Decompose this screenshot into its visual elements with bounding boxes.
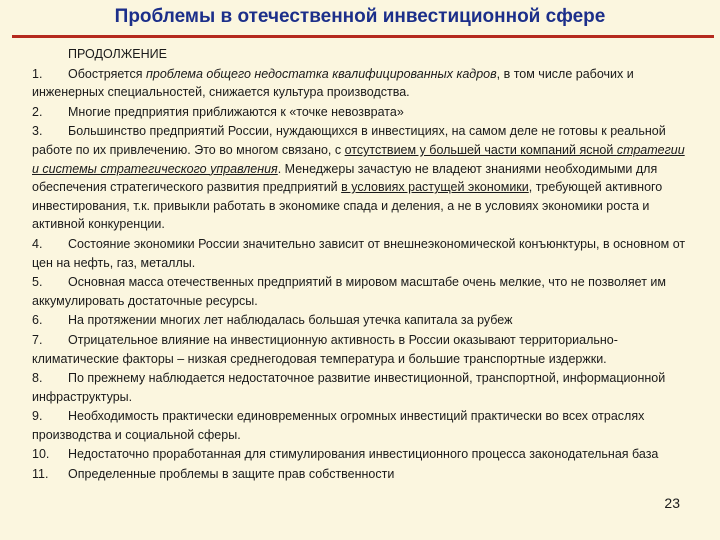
continuation-label: ПРОДОЛЖЕНИЕ: [68, 47, 167, 61]
list-item-5: [32, 273, 692, 310]
item-number: 2.: [32, 104, 43, 119]
item-number: 8.: [32, 371, 43, 386]
item-underlined-text: отсутствием у большей части компаний ясной: [344, 142, 617, 157]
item-number: 3.: [32, 124, 43, 139]
item-text: На протяжении многих лет наблюдалась большая утечка капитала за рубеж: [68, 313, 513, 328]
list-item-7: [32, 331, 692, 368]
title-divider: [12, 35, 714, 38]
list-item-11: [32, 465, 692, 484]
item-text: По прежнему наблюдается недостаточное развитие инвестиционной, транспортной, информационной инфраструктуры.: [32, 371, 666, 404]
item-underlined-emphasis: стратегии и системы стратегического управления: [32, 142, 685, 176]
list-item-10: [32, 445, 692, 464]
page-number: 23: [664, 495, 680, 511]
item-text: Основная масса отечественных предприятий в мировом масштабе очень мелкие, что не позволяет им аккумулировать достаточные ресурсы.: [32, 275, 666, 308]
item-text: Определенные проблемы в защите прав собственности: [68, 467, 395, 482]
list-item-4: [32, 235, 692, 272]
list-item-2: [32, 103, 692, 122]
item-number: 5.: [32, 275, 43, 290]
item-text: Недостаточно проработанная для стимулирования инвестиционного процесса законодательная база: [68, 447, 659, 462]
item-number: 4.: [32, 236, 43, 251]
item-number: 6.: [32, 313, 43, 328]
item-number: 7.: [32, 332, 43, 347]
item-number: 9.: [32, 409, 43, 424]
item-text: Отрицательное влияние на инвестиционную активность в России оказывают территориально-климатические факторы – низкая среднегодовая температура и большие транспортные издержки.: [32, 332, 618, 366]
item-text: Большинство предприятий России, нуждающихся в инвестициях, на самом деле не готовы к реальной работе по их привлечению. Это во многом связано, с: [32, 124, 666, 157]
item-number: 1.: [32, 66, 43, 81]
item-text: , требующей активного инвестирования, т.к. привыкли работать в экономике спада и деления, а не в условиях экономики роста и активной конкуренции.: [32, 180, 663, 232]
item-number: 10.: [32, 447, 50, 462]
item-text: Необходимость практически единовременных огромных инвестиций практически во всех отраслях производства и социальной сферы.: [32, 409, 645, 442]
list-item-6: [32, 311, 692, 330]
item-text: Обостряется: [68, 66, 147, 81]
item-emphasis: проблема общего недостатка квалифицированных кадров: [146, 66, 497, 81]
item-text: Состояние экономики России значительно зависит от внешнеэкономической конъюнктуры, в основном от цен на нефть, газ, металлы.: [32, 236, 686, 270]
item-number: 11.: [32, 467, 49, 482]
slide-title: Проблемы в отечественной инвестиционной сфере: [114, 6, 606, 27]
list-item-1: [32, 65, 692, 102]
slide-body: [32, 45, 692, 484]
list-item-8: [32, 369, 692, 406]
list-item-9: [32, 407, 692, 444]
item-text: , в том числе рабочих и инженерных специальностей, снижается культура производства.: [32, 66, 634, 100]
item-text: Многие предприятия приближаются к «точке невозврата»: [68, 104, 404, 119]
list-item-3: [32, 122, 692, 234]
item-underlined-text: в условиях растущей экономики: [341, 180, 529, 195]
item-text: . Менеджеры зачастую не владеют знаниями необходимыми для обеспечения стратегического развития предприятий: [32, 161, 658, 195]
